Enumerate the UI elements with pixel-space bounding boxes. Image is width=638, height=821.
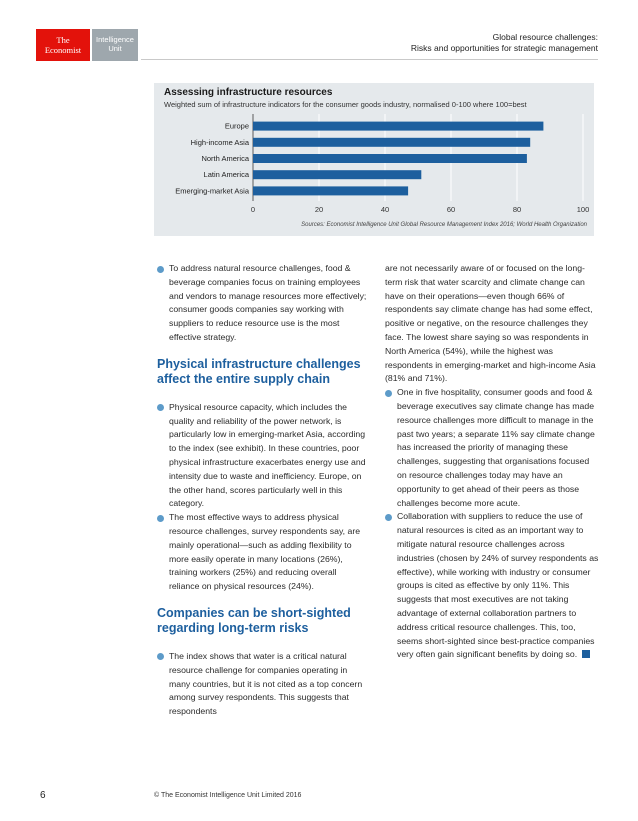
bullet-paragraph	[385, 510, 599, 662]
report-title	[411, 32, 598, 54]
bullet-text: One in five hospitality, consumer goods and food & beverage executives say climate change has made resource challenges more difficult to manage in the past two years; a separate 11% say climate change has increased the priority of managing these challenges, suggesting that organisations focused on resource challenges today may have an opportunity to get ahead of their peers as those challenges become more acute.	[397, 387, 595, 508]
bullet-text: Collaboration with suppliers to reduce the use of natural resources is cited as an important way to mitigate natural resource challenges across industries (chosen by 24% of survey respondents as effective), while working with industry or consumer groups is cited as effective by only 11%. This suggests that most executives are not taking advantage of external collaboration partners to address critical resource challenges. This, too, seems short-sighted since best-practice companies very often gain significant benefits by doing so.	[397, 511, 599, 660]
bullet-icon	[157, 266, 164, 273]
section-heading-infrastructure: Physical infrastructure challenges affect the entire supply chain	[157, 356, 361, 386]
chart-x-tick-label: 60	[446, 205, 456, 214]
chart-category-label: Europe	[224, 121, 249, 131]
bullet-text: The index shows that water is a critical natural resource challenge for companies operating in many countries, but it is not cited as a top concern among survey respondents. This suggests that respondents	[169, 650, 363, 717]
economist-logo-line2: Economist	[44, 45, 82, 55]
chart-bar	[253, 154, 527, 163]
chart-x-tick-label: 40	[380, 205, 390, 214]
chart-panel	[154, 83, 594, 236]
bullet-icon	[385, 390, 392, 397]
iu-logo-line2: Unit	[108, 44, 122, 53]
left-column	[157, 262, 369, 719]
header-divider	[141, 59, 598, 60]
bullet-icon	[157, 404, 164, 411]
chart-category-label: North America	[201, 154, 249, 163]
copyright-notice: © The Economist Intelligence Unit Limited 2016	[154, 792, 302, 799]
chart-title: Assessing infrastructure resources	[164, 87, 333, 98]
chart-source: Sources: Economist Intelligence Unit Global Resource Management Index 2016; World Health Organization	[301, 222, 587, 228]
bullet-icon	[157, 515, 164, 522]
end-of-article-icon	[582, 650, 590, 658]
bullet-paragraph	[157, 401, 369, 511]
iu-logo-line1: Intelligence	[96, 35, 134, 44]
report-title-line1: Global resource challenges:	[492, 32, 598, 42]
economist-logo-line1: The	[56, 35, 70, 45]
bullet-paragraph	[157, 511, 369, 594]
page-number: 6	[40, 790, 46, 801]
chart-category-label: High-income Asia	[190, 137, 249, 147]
bullet-icon	[385, 514, 392, 521]
intelligence-unit-logo	[92, 29, 138, 61]
bullet-text: The most effective ways to address physical resource challenges, survey respondents say, are mainly operational—such as adding flexibility to more easily operate in many locations (26%), training workers (25%) and reducing overall reliance on physical resources (24%).	[169, 512, 361, 592]
chart-subtitle: Weighted sum of infrastructure indicators for the consumer goods industry, normalised 0-100 where 100=best	[164, 100, 527, 109]
continuation-paragraph: are not necessarily aware of or focused on the long-term risk that water scarcity and climate change can have on their operations—even though 66% of respondents say climate change has had some effect, positive or negative, on the resource challenges they face. The lowest share saying so was respondents in North America (54%), while the highest was respondents in emerging-market and high-income Asia (81% and 71%).	[385, 263, 596, 384]
chart-x-tick-label: 100	[576, 205, 590, 214]
bullet-paragraph	[157, 262, 369, 345]
report-title-line2: Risks and opportunities for strategic management	[410, 43, 598, 53]
chart-category-label: Latin America	[203, 170, 249, 180]
bullet-text: Physical resource capacity, which includes the quality and reliability of the power network, is particularly low in emerging-market Asia, according to the index (see exhibit). In these countries, poor physical infrastructure exacerbates energy use and intensity due to waste and inefficiency. Europe, on the other hand, scores particularly well in this category.	[169, 401, 366, 509]
bullet-paragraph	[157, 650, 369, 719]
economist-logo	[36, 29, 90, 61]
chart-bar	[253, 170, 421, 179]
section-heading-short-sighted: Companies can be short-sighted regarding long-term risks	[157, 605, 351, 635]
chart-x-tick-label: 20	[314, 205, 324, 214]
bullet-paragraph	[385, 386, 599, 510]
right-column	[385, 262, 599, 662]
chart-bar	[253, 186, 408, 195]
bullet-text: To address natural resource challenges, food & beverage companies focus on training employees and vendors to manage resources more effectively; consumer goods companies say working with suppliers to reduce resource use is the most effective strategy.	[169, 263, 367, 342]
chart-x-tick-label: 0	[250, 205, 256, 214]
chart-bar	[253, 122, 543, 131]
chart-category-label: Emerging-market Asia	[175, 186, 249, 196]
chart-bar	[253, 138, 530, 147]
chart-x-tick-label: 80	[512, 205, 522, 214]
bullet-icon	[157, 653, 164, 660]
